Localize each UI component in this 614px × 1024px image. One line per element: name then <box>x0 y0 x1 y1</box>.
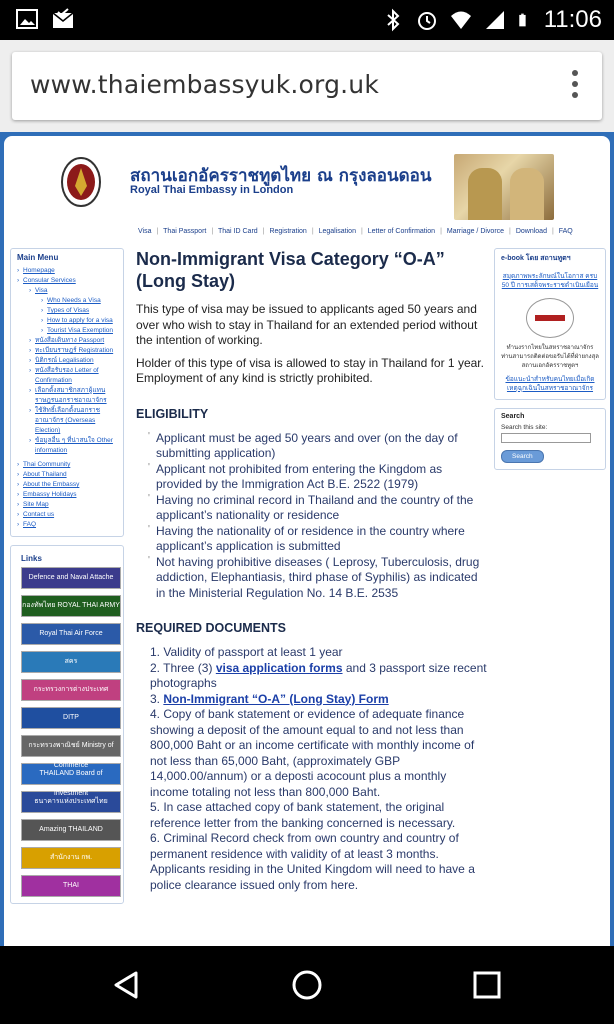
topnav-registration[interactable]: Registration <box>269 228 307 235</box>
sidebar-menu-item[interactable]: › About Thailand <box>17 470 119 480</box>
status-bar <box>0 0 614 40</box>
sidebar-menu-item[interactable]: › About the Embassy <box>17 480 119 490</box>
emergency-advice-link[interactable]: ข้อแนะนำสำหรับคนไทยเมื่อเกิดเหตุฉุกเฉินในสหราชอาณาจักร <box>505 376 595 392</box>
recent-apps-icon[interactable] <box>470 968 504 1002</box>
topnav-legalisation[interactable]: Legalisation <box>318 228 356 235</box>
link-banner[interactable]: กระทรวงพาณิชย์ Ministry of <box>21 735 121 757</box>
right-sidebar <box>494 248 606 478</box>
sidebar-menu-item[interactable]: › Embassy Holidays <box>17 490 119 500</box>
sidebar-menu-item[interactable]: › หนังสือเดินทาง Passport <box>17 336 119 346</box>
page-container <box>4 136 610 966</box>
sidebar-menu-item[interactable]: › How to apply for a visa <box>17 316 119 326</box>
search-input[interactable] <box>501 433 591 443</box>
link-banner[interactable]: กระทรวงการต่างประเทศ <box>21 679 121 701</box>
mail-notification-icon <box>52 8 74 30</box>
sidebar-menu-item[interactable]: › Visa <box>17 286 119 296</box>
topnav-faq[interactable]: FAQ <box>558 228 573 235</box>
ebook-link[interactable]: สมุดภาพพระลักษณ์ในโอกาส ครบ 50 ปี การเสด็จพระราชดำเนินเยือน <box>501 273 599 289</box>
ebook-description: ทำนงรากไทยในสหราชอาณาจักร ท่านสามารถติดต่อขอรับได้ที่ฝ่ายกงสุล สถานเอกอัครราชทูตฯ <box>501 345 599 369</box>
ebook-logo-icon[interactable] <box>526 298 574 338</box>
overflow-menu-icon[interactable] <box>570 70 580 104</box>
url-text[interactable]: www.thaiembassyuk.org.uk <box>30 70 380 99</box>
required-item-4: 4. Copy of bank statement or evidence of adequate finance showing a deposit of the amount equal to and not less than 800,000 Baht or an income certificate with monthly income of not less than 65,000 Baht, (approximately GBP 14,000.00/annum) or a deposti acocount plus a monthly income totaling not less than 800,000 Baht. <box>150 707 475 799</box>
status-time: 11:06 <box>543 6 602 33</box>
top-navigation: Visa | Thai Passport | Thai ID Card | Registration | Legalisation | Letter of Confirmation | Marriage / Divorce | Download | FAQ <box>138 228 573 235</box>
eligibility-heading: ELIGIBILITY <box>136 406 209 421</box>
topnav-thai-passport[interactable]: Thai Passport <box>163 228 207 235</box>
sidebar-menu-item[interactable]: › ข้อมูลอื่น ๆ ที่น่าสนใจ Other information <box>17 436 119 456</box>
link-banner[interactable]: Defence and Naval Attache <box>21 567 121 589</box>
search-field-label: Search this site: <box>501 424 548 431</box>
topnav-letter-of-confirmation[interactable]: Letter of Confirmation <box>367 228 436 235</box>
topnav-visa[interactable]: Visa <box>138 228 152 235</box>
holder-paragraph: Holder of this type of visa is allowed to stay in Thailand for 1 year. Employment of any kind is strictly prohibited. <box>136 355 484 385</box>
system-navigation-bar <box>0 946 614 1024</box>
cell-signal-icon <box>484 9 506 31</box>
main-menu-heading: Main Menu <box>17 253 59 262</box>
site-header <box>4 136 610 224</box>
link-banner[interactable]: THAILAND Board of <box>21 763 121 785</box>
eligibility-list <box>136 431 488 602</box>
sidebar-menu-item[interactable]: › Site Map <box>17 500 119 510</box>
link-banner[interactable]: สำนักงาน กพ. <box>21 847 121 869</box>
topnav-thai-id-card[interactable]: Thai ID Card <box>218 228 258 235</box>
web-page <box>0 132 614 946</box>
required-item-3: 3. Non-Immigrant “O-A” (Long Stay) Form <box>150 691 389 706</box>
sidebar-menu-item[interactable]: › Consular Services <box>17 276 119 286</box>
required-documents-list <box>136 645 488 893</box>
links-banner-list <box>15 567 119 897</box>
search-button[interactable]: Search <box>501 450 544 463</box>
link-banner[interactable]: ธนาคารแห่งประเทศไทย <box>21 791 121 813</box>
sidebar-menu-item[interactable]: › Thai Community <box>17 460 119 470</box>
site-title-english[interactable]: Royal Thai Embassy in London <box>130 184 294 196</box>
wifi-icon <box>450 9 472 31</box>
main-menu-box <box>10 248 124 537</box>
back-icon[interactable] <box>110 968 144 1002</box>
sidebar-menu-item[interactable]: › Tourist Visa Exemption <box>17 326 119 336</box>
sidebar-menu-item[interactable]: › ทะเบียนราษฎร์ Registration <box>17 346 119 356</box>
alarm-icon <box>416 9 438 31</box>
sidebar-menu-item[interactable]: › นิติกรณ์ Legalisation <box>17 356 119 366</box>
sidebar-menu-item[interactable]: › เลือกตั้งสมาชิกสภาผู้แทนราษฎรนอกราชอาณาจักร <box>17 386 119 406</box>
sidebar-menu-item[interactable]: › Types of Visas <box>17 306 119 316</box>
battery-icon <box>518 9 532 31</box>
sidebar-menu-item[interactable]: › FAQ <box>17 520 119 530</box>
link-banner[interactable]: DITP <box>21 707 121 729</box>
embassy-seal-icon[interactable] <box>60 156 102 208</box>
search-heading: Search <box>501 413 525 420</box>
royal-portrait-image <box>454 154 554 220</box>
sidebar-menu-item[interactable]: › ใช้สิทธิ์เลือกตั้งนอกราชอาณาจักร (Overseas Election) <box>17 406 119 436</box>
link-banner[interactable]: THAI <box>21 875 121 897</box>
eligibility-item: ' Having no criminal record in Thailand and the country of the applicant’s nationality or residence <box>150 493 488 524</box>
sidebar-menu-item[interactable]: › หนังสือรับรอง Letter of Confirmation <box>17 366 119 386</box>
intro-paragraph: This type of visa may be issued to applicants aged 50 years and over who wish to stay in Thailand for an extended period without the intention of working. <box>136 302 478 347</box>
sidebar-menu-item[interactable]: › Contact us <box>17 510 119 520</box>
eligibility-item: ' Applicant must be aged 50 years and over (on the day of submitting application) <box>150 431 488 462</box>
required-item-1: 1. Validity of passport at least 1 year <box>150 645 343 659</box>
links-heading: Links <box>21 554 42 563</box>
image-notification-icon <box>16 8 38 30</box>
eligibility-item: ' Not having prohibitive diseases ( Leprosy, Tuberculosis, drug addiction, Elephantiasis, third phase of Syphilis) as indicated in the Ministerial Regulation No. 14 B.E. 2535 <box>150 555 488 602</box>
required-documents-heading: REQUIRED DOCUMENTS <box>136 621 287 635</box>
required-item-6: 6. Criminal Record check from own country and country of permanent residence with validity of at least 3 months. Applicants residing in the United Kingdom will need to have a police clearance issued only from here. <box>150 831 475 892</box>
links-box <box>10 545 124 904</box>
page-title: Non-Immigrant Visa Category “O-A” (Long Stay) <box>136 249 445 291</box>
eligibility-item: ' Having the nationality of or residence in the country where applicant’s application is submitted <box>150 524 488 555</box>
link-banner[interactable]: Amazing THAILAND <box>21 819 121 841</box>
ebook-box <box>494 248 606 400</box>
link-banner[interactable]: กองทัพไทย ROYAL THAI ARMY <box>21 595 121 617</box>
main-menu-list <box>11 266 123 536</box>
url-bar[interactable] <box>12 52 602 120</box>
visa-application-forms-link[interactable]: visa application forms <box>215 660 343 675</box>
ebook-heading: e-book โดย สถานทูตฯ <box>501 255 571 262</box>
link-banner[interactable]: สคร <box>21 651 121 673</box>
topnav-download[interactable]: Download <box>515 228 547 235</box>
oa-long-stay-form-link[interactable]: Non-Immigrant “O-A” (Long Stay) Form <box>163 691 389 706</box>
browser-toolbar <box>0 40 614 132</box>
sidebar-menu-item[interactable]: › Homepage <box>17 266 119 276</box>
left-sidebar <box>10 248 124 912</box>
site-title-thai[interactable]: สถานเอกอัครราชทูตไทย ณ กรุงลอนดอน <box>130 166 432 186</box>
bluetooth-icon <box>382 9 404 31</box>
required-item-5: 5. In case attached copy of bank statement, the original reference letter from the banking concerned is necessary. <box>150 800 456 830</box>
eligibility-item: ' Applicant not prohibited from entering the Kingdom as provided by the Immigration Act B.E. 2522 (1979) <box>150 462 488 493</box>
main-content <box>136 248 488 893</box>
home-icon[interactable] <box>290 968 324 1002</box>
topnav-marriage-divorce[interactable]: Marriage / Divorce <box>446 228 505 235</box>
required-item-2: 2. Three (3) visa application forms and 3 passport size recent photographs <box>150 660 487 690</box>
sidebar-menu-item[interactable]: › Who Needs a Visa <box>17 296 119 306</box>
link-banner[interactable]: Royal Thai Air Force <box>21 623 121 645</box>
search-box <box>494 408 606 470</box>
